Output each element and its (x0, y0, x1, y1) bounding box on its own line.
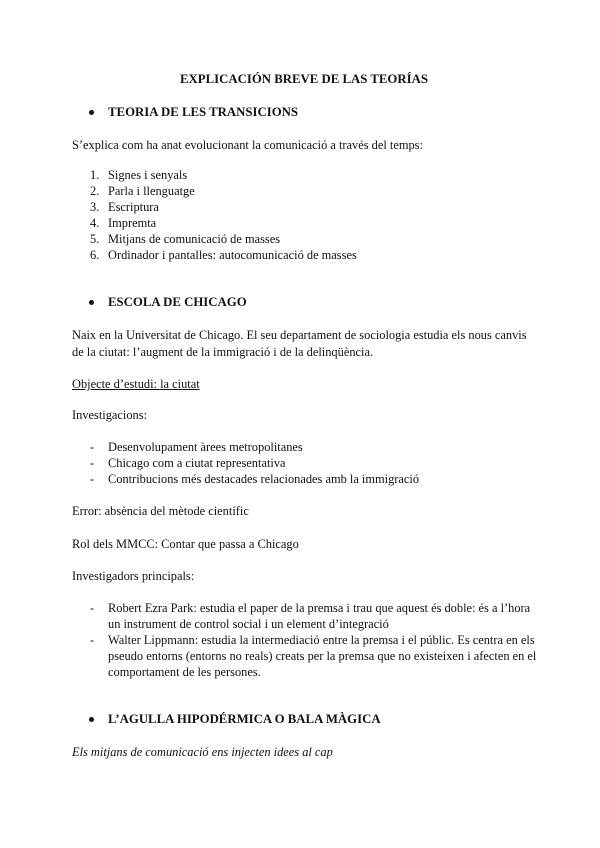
researcher-line: pseudo entorns (entorns no reals) creats per la premsa que no existeixen i afecten en el (108, 649, 537, 663)
researcher-line: Robert Ezra Park: estudia el paper de la premsa i trau que aquest és doble: és a l’hora (108, 601, 531, 615)
investigation-item: Contribucions més destacades relacionades amb la immigració (108, 472, 420, 486)
dash-marker: - (90, 456, 95, 470)
section-heading-chicago: ESCOLA DE CHICAGO (108, 295, 247, 309)
numbered-item-text: Impremta (108, 216, 157, 230)
dash-marker: - (90, 472, 95, 486)
section-heading-agulla: L’AGULLA HIPODÉRMICA O BALA MÀGICA (108, 712, 381, 726)
bullet-dot (89, 300, 94, 305)
investigation-item: Chicago com a ciutat representativa (108, 456, 286, 470)
object-of-study: Objecte d’estudi: la ciutat (72, 377, 200, 391)
error-line: Error: absència del mètode científic (72, 504, 249, 518)
item-number: 5. (90, 232, 100, 246)
section-intro: S’explica com ha anat evolucionant la comunicació a través del temps: (72, 138, 423, 152)
investigation-item: Desenvolupament àrees metropolitanes (108, 440, 303, 454)
researcher-line: un instrument de control social i un element d’integració (108, 617, 389, 631)
dash-marker: - (90, 601, 95, 615)
numbered-item (90, 231, 99, 247)
item-number: 2. (90, 184, 100, 198)
dash-marker: - (90, 440, 95, 454)
bullet-dot (89, 110, 94, 115)
numbered-item-text: Mitjans de comunicació de masses (108, 232, 281, 246)
numbered-item-text: Signes i senyals (108, 168, 188, 182)
bullet-dot (89, 717, 94, 722)
paragraph-line: de la ciutat: l’augment de la immigració i de la delinqüència. (72, 345, 374, 359)
section-subtitle: Els mitjans de comunicació ens injecten idees al cap (72, 745, 333, 759)
numbered-item (90, 199, 99, 215)
role-line: Rol dels MMCC: Contar que passa a Chicago (72, 537, 299, 551)
investigations-label: Investigacions: (72, 408, 148, 422)
numbered-item-text: Parla i llenguatge (108, 184, 195, 198)
item-number: 1. (90, 168, 100, 182)
researcher-line: Walter Lippmann: estudia la intermediació entre la premsa i el públic. Es centra en els (108, 633, 535, 647)
numbered-item (90, 167, 99, 183)
numbered-item-text: Ordinador i pantalles: autocomunicació de masses (108, 248, 357, 262)
numbered-item (90, 247, 99, 263)
researcher-line: comportament de les persones. (108, 665, 261, 679)
numbered-item (90, 183, 99, 199)
item-number: 6. (90, 248, 100, 262)
paragraph-line: Naix en la Universitat de Chicago. El seu departament de sociologia estudia els nous canvis (72, 328, 527, 342)
researchers-label: Investigadors principals: (72, 569, 195, 583)
dash-marker: - (90, 633, 95, 647)
item-number: 4. (90, 216, 100, 230)
section-heading-transicions: TEORIA DE LES TRANSICIONS (108, 105, 299, 119)
numbered-item (90, 215, 99, 231)
numbered-item-text: Escriptura (108, 200, 159, 214)
item-number: 3. (90, 200, 100, 214)
document-title: EXPLICACIÓN BREVE DE LAS TEORÍAS (180, 72, 428, 86)
